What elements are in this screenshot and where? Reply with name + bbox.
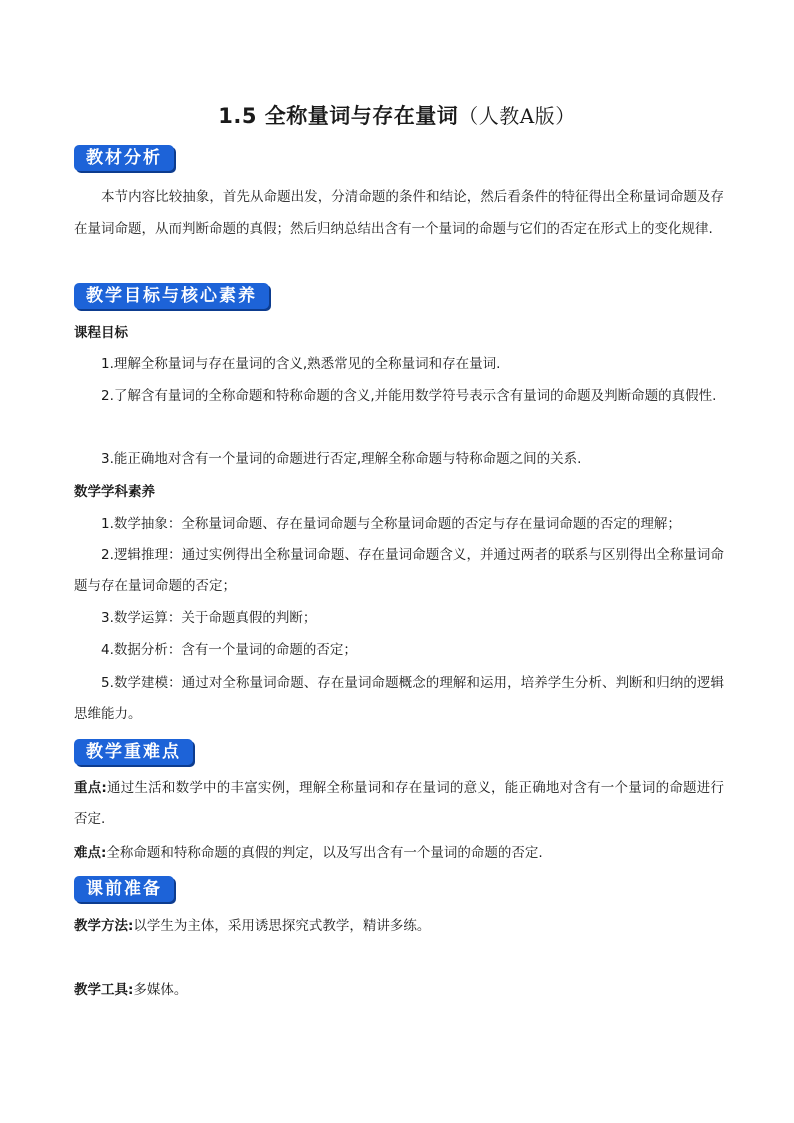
literacy-item: 2.逻辑推理：通过实例得出全称量词命题、存在量词命题含义，并通过两者的联系与区别得出全称量词命题与存在量词命题的否定； xyxy=(74,547,724,594)
key-point-text: 通过生活和数学中的丰富实例，理解全称量词和存在量词的意义，能正确地对含有一个量词的命题进行否定. xyxy=(74,780,724,827)
teaching-tools-paragraph xyxy=(74,975,724,1006)
course-goal-item: 1.理解全称量词与存在量词的含义,熟悉常见的全称量词和存在量词. xyxy=(101,356,501,372)
page-title xyxy=(0,100,794,130)
key-point-label: 重点: xyxy=(74,780,107,796)
course-goals-heading: 课程目标 xyxy=(74,325,128,341)
teaching-method-text: 以学生为主体，采用诱思探究式教学，精讲多练。 xyxy=(133,918,431,934)
section-tag-analysis: 教材分析 xyxy=(74,145,174,171)
teaching-tools-text: 多媒体。 xyxy=(133,982,188,998)
literacy-heading: 数学学科素养 xyxy=(74,484,155,500)
section-tag-goals: 教学目标与核心素养 xyxy=(74,283,269,309)
teaching-tools-label: 教学工具: xyxy=(74,982,134,998)
title-subtitle: （人教A版） xyxy=(458,104,576,128)
literacy-item: 3.数学运算：关于命题真假的判断； xyxy=(101,610,317,626)
literacy-item: 5.数学建模：通过对全称量词命题、存在量词命题概念的理解和运用，培养学生分析、判断和归纳的逻辑思维能力。 xyxy=(74,675,724,722)
analysis-paragraph: 本节内容比较抽象，首先从命题出发，分清命题的条件和结论，然后看条件的特征得出全称量词命题及存在量词命题，从而判断命题的真假；然后归纳总结出含有一个量词的命题与它们的否定在形式上的变化规律. xyxy=(74,189,724,237)
difficult-point-label: 难点: xyxy=(74,845,107,861)
title-main: 1.5 全称量词与存在量词 xyxy=(218,104,459,128)
section-tag-key-points: 教学重难点 xyxy=(74,739,193,765)
difficult-point-text: 全称命题和特称命题的真假的判定，以及写出含有一个量词的命题的否定. xyxy=(106,845,543,861)
teaching-method-paragraph xyxy=(74,911,724,942)
literacy-item: 4.数据分析：含有一个量词的命题的否定； xyxy=(101,642,357,658)
teaching-method-label: 教学方法: xyxy=(74,918,134,934)
course-goal-item: 3.能正确地对含有一个量词的命题进行否定,理解全称命题与特称命题之间的关系. xyxy=(101,451,582,467)
difficult-point-paragraph xyxy=(74,838,724,869)
course-goal-item: 2.了解含有量词的全称命题和特称命题的含义,并能用数学符号表示含有量词的命题及判断命题的真假性. xyxy=(101,388,717,404)
literacy-item: 1.数学抽象：全称量词命题、存在量词命题与全称量词命题的否定与存在量词命题的否定的理解； xyxy=(101,516,681,532)
section-tag-prep: 课前准备 xyxy=(74,876,174,902)
key-point-paragraph xyxy=(74,773,724,835)
